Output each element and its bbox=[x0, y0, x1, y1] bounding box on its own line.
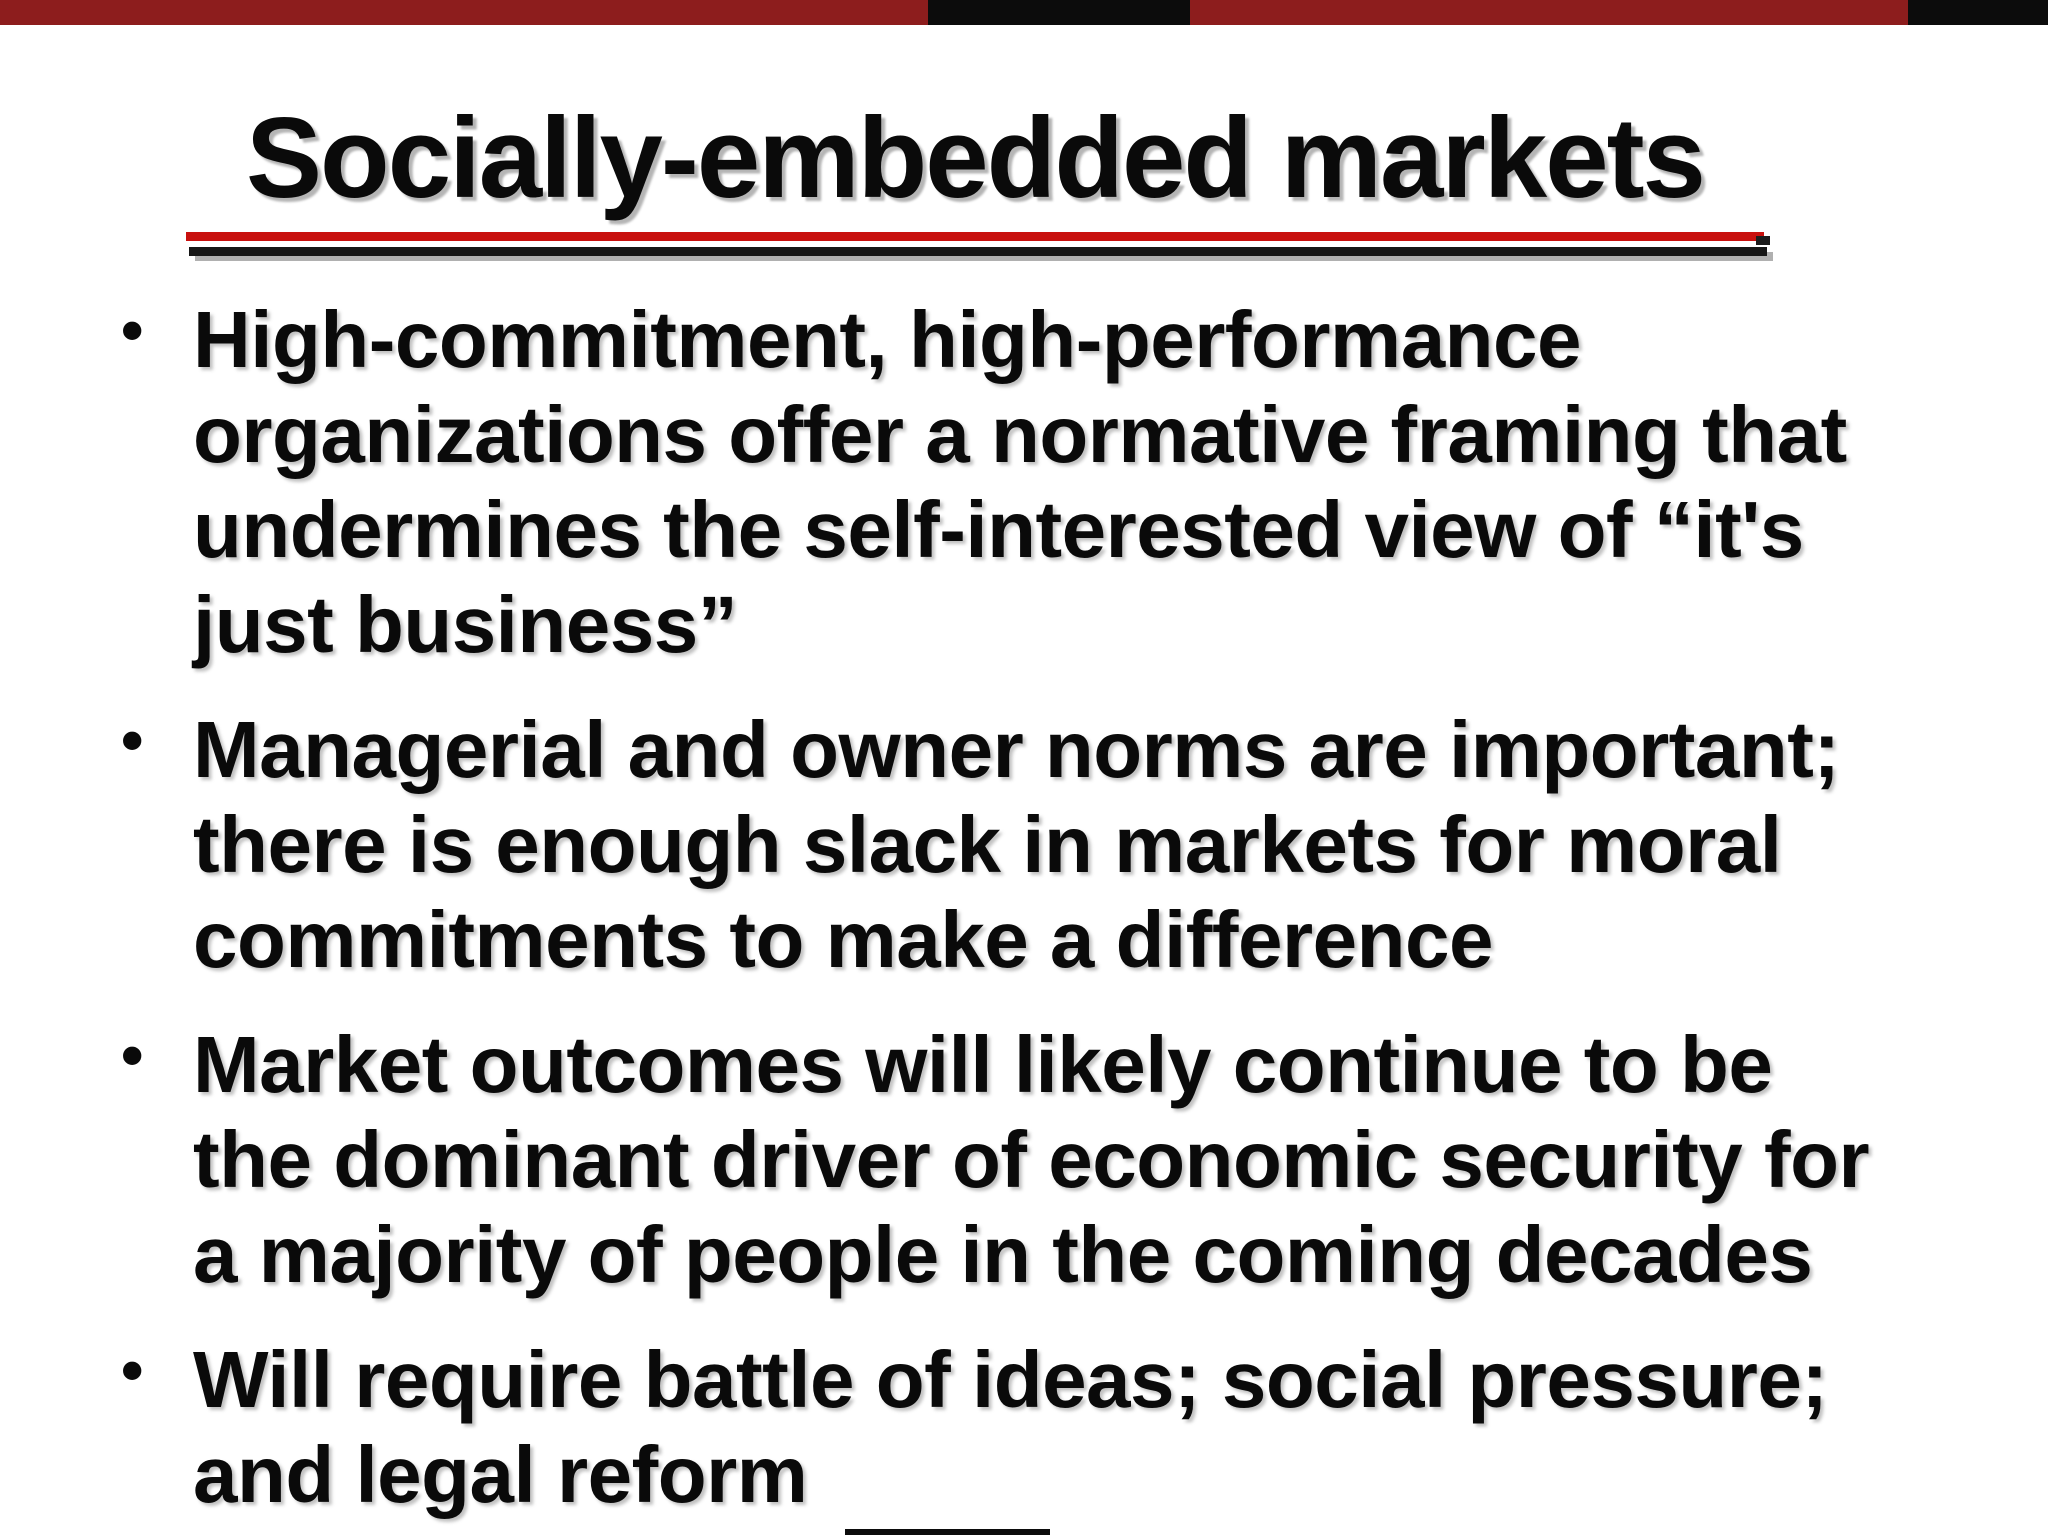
bullet-marker: • bbox=[121, 704, 144, 776]
bullet-3-line-2: the dominant driver of economic security for bbox=[193, 1115, 1870, 1204]
top-edge-artifact-bar bbox=[0, 0, 2048, 25]
bullet-3-line-3: a majority of people in the coming decades bbox=[193, 1210, 1813, 1299]
bullet-marker: • bbox=[121, 1334, 144, 1406]
bullet-4-line-2: and legal reform bbox=[193, 1430, 808, 1519]
title-underline-red bbox=[186, 232, 1764, 241]
bullet-list bbox=[0, 292, 2048, 1535]
top-bar-black-segment bbox=[1908, 0, 2048, 25]
bullet-3-line-1: Market outcomes will likely continue to be bbox=[193, 1020, 1773, 1109]
bullet-1-line-3: undermines the self-interested view of “it's bbox=[193, 485, 1804, 574]
bullet-4-line-1: Will require battle of ideas; social pressure; bbox=[193, 1335, 1828, 1424]
top-bar-black-segment bbox=[928, 0, 1190, 25]
bottom-edge-artifact-mark bbox=[845, 1529, 1050, 1535]
bullet-item-4 bbox=[0, 1332, 2048, 1522]
bullet-2-line-1: Managerial and owner norms are important; bbox=[193, 705, 1840, 794]
bullet-marker: • bbox=[121, 1019, 144, 1091]
bullet-1-line-4: just business” bbox=[193, 580, 738, 669]
title-underline-black bbox=[189, 247, 1767, 256]
bullet-item-1 bbox=[0, 292, 2048, 672]
bullet-2-line-2: there is enough slack in markets for moral bbox=[193, 800, 1782, 889]
title-underline-red-shadow-cap bbox=[1756, 236, 1770, 245]
bullet-1-line-1: High-commitment, high-performance bbox=[193, 295, 1582, 384]
bullet-2-line-3: commitments to make a difference bbox=[193, 895, 1493, 984]
bullet-1-line-2: organizations offer a normative framing that bbox=[193, 390, 1847, 479]
bullet-item-3 bbox=[0, 1017, 2048, 1302]
bullet-item-2 bbox=[0, 702, 2048, 987]
slide-title: Socially-embedded markets bbox=[246, 95, 1704, 222]
bullet-marker: • bbox=[121, 294, 144, 366]
